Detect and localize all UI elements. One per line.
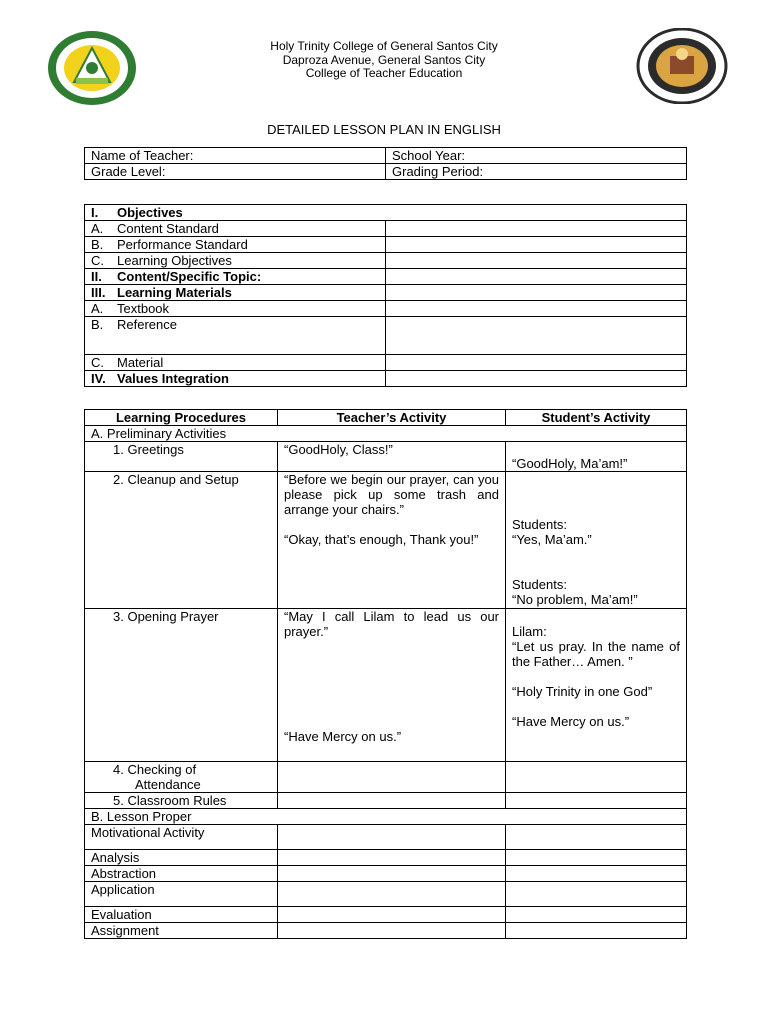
learning-procedures-table (84, 409, 687, 939)
content-standard-row: A. Content Standard (85, 221, 386, 237)
school-year-field: School Year: (386, 148, 687, 164)
analysis-label: Analysis (85, 850, 278, 866)
lesson-outline-table (84, 204, 687, 387)
cleanup-student: Students: “Yes, Ma’am.” Students: “No problem, Ma’am!” (506, 472, 687, 609)
values-integration-row: IV. Values Integration (85, 371, 386, 387)
learning-materials-row: III. Learning Materials (85, 285, 386, 301)
reference-row: B. Reference (85, 317, 386, 355)
greetings-student: “GoodHoly, Ma’am!” (506, 442, 687, 472)
material-row: C. Material (85, 355, 386, 371)
greetings-teacher: “GoodHoly, Class!” (278, 442, 506, 472)
document-title: DETAILED LESSON PLAN IN ENGLISH (267, 122, 501, 137)
college-of-teacher-education-seal-logo (636, 28, 728, 104)
preliminary-activities-row: A. Preliminary Activities (85, 426, 687, 442)
greetings-label: 1. Greetings (85, 442, 278, 472)
learning-objectives-row: C. Learning Objectives (85, 253, 386, 269)
opening-prayer-teacher: “May I call Lilam to lead us our prayer.” “Have Mercy on us.” (278, 609, 506, 762)
grading-period-field: Grading Period: (386, 164, 687, 180)
attendance-label: 4. Checking of Attendance (85, 762, 278, 793)
classroom-rules-label: 5. Classroom Rules (85, 793, 278, 809)
holy-trinity-college-seal-logo (46, 30, 138, 106)
college-name: College of Teacher Education (305, 66, 463, 80)
evaluation-label: Evaluation (85, 907, 278, 923)
abstraction-label: Abstraction (85, 866, 278, 882)
opening-prayer-student: Lilam: “Let us pray. In the name of the Father… Amen. ” “Holy Trinity in one God” “Have Mercy on us.” (506, 609, 687, 762)
application-label: Application (85, 882, 278, 907)
teacher-info-table (84, 147, 687, 180)
content-topic-row: II. Content/Specific Topic: (85, 269, 386, 285)
motivational-activity-label: Motivational Activity (85, 825, 278, 850)
school-address: Daproza Avenue, General Santos City (282, 52, 486, 67)
student-activity-header: Student’s Activity (506, 410, 687, 426)
learning-procedures-header: Learning Procedures (85, 410, 278, 426)
assignment-label: Assignment (85, 923, 278, 939)
opening-prayer-label: 3. Opening Prayer (85, 609, 278, 762)
lesson-proper-row: B. Lesson Proper (85, 809, 687, 825)
cleanup-label: 2. Cleanup and Setup (85, 472, 278, 609)
name-of-teacher-field: Name of Teacher: (85, 148, 386, 164)
teacher-activity-header: Teacher’s Activity (278, 410, 506, 426)
grade-level-field: Grade Level: (85, 164, 386, 180)
school-name: Holy Trinity College of General Santos City (270, 39, 498, 53)
objectives-row: I. Objectives (85, 205, 687, 221)
cleanup-teacher: “Before we begin our prayer, can you please pick up some trash and arrange your chairs.” “Okay, that’s enough, Thank you!” (278, 472, 506, 609)
textbook-row: A. Textbook (85, 301, 386, 317)
performance-standard-row: B. Performance Standard (85, 237, 386, 253)
